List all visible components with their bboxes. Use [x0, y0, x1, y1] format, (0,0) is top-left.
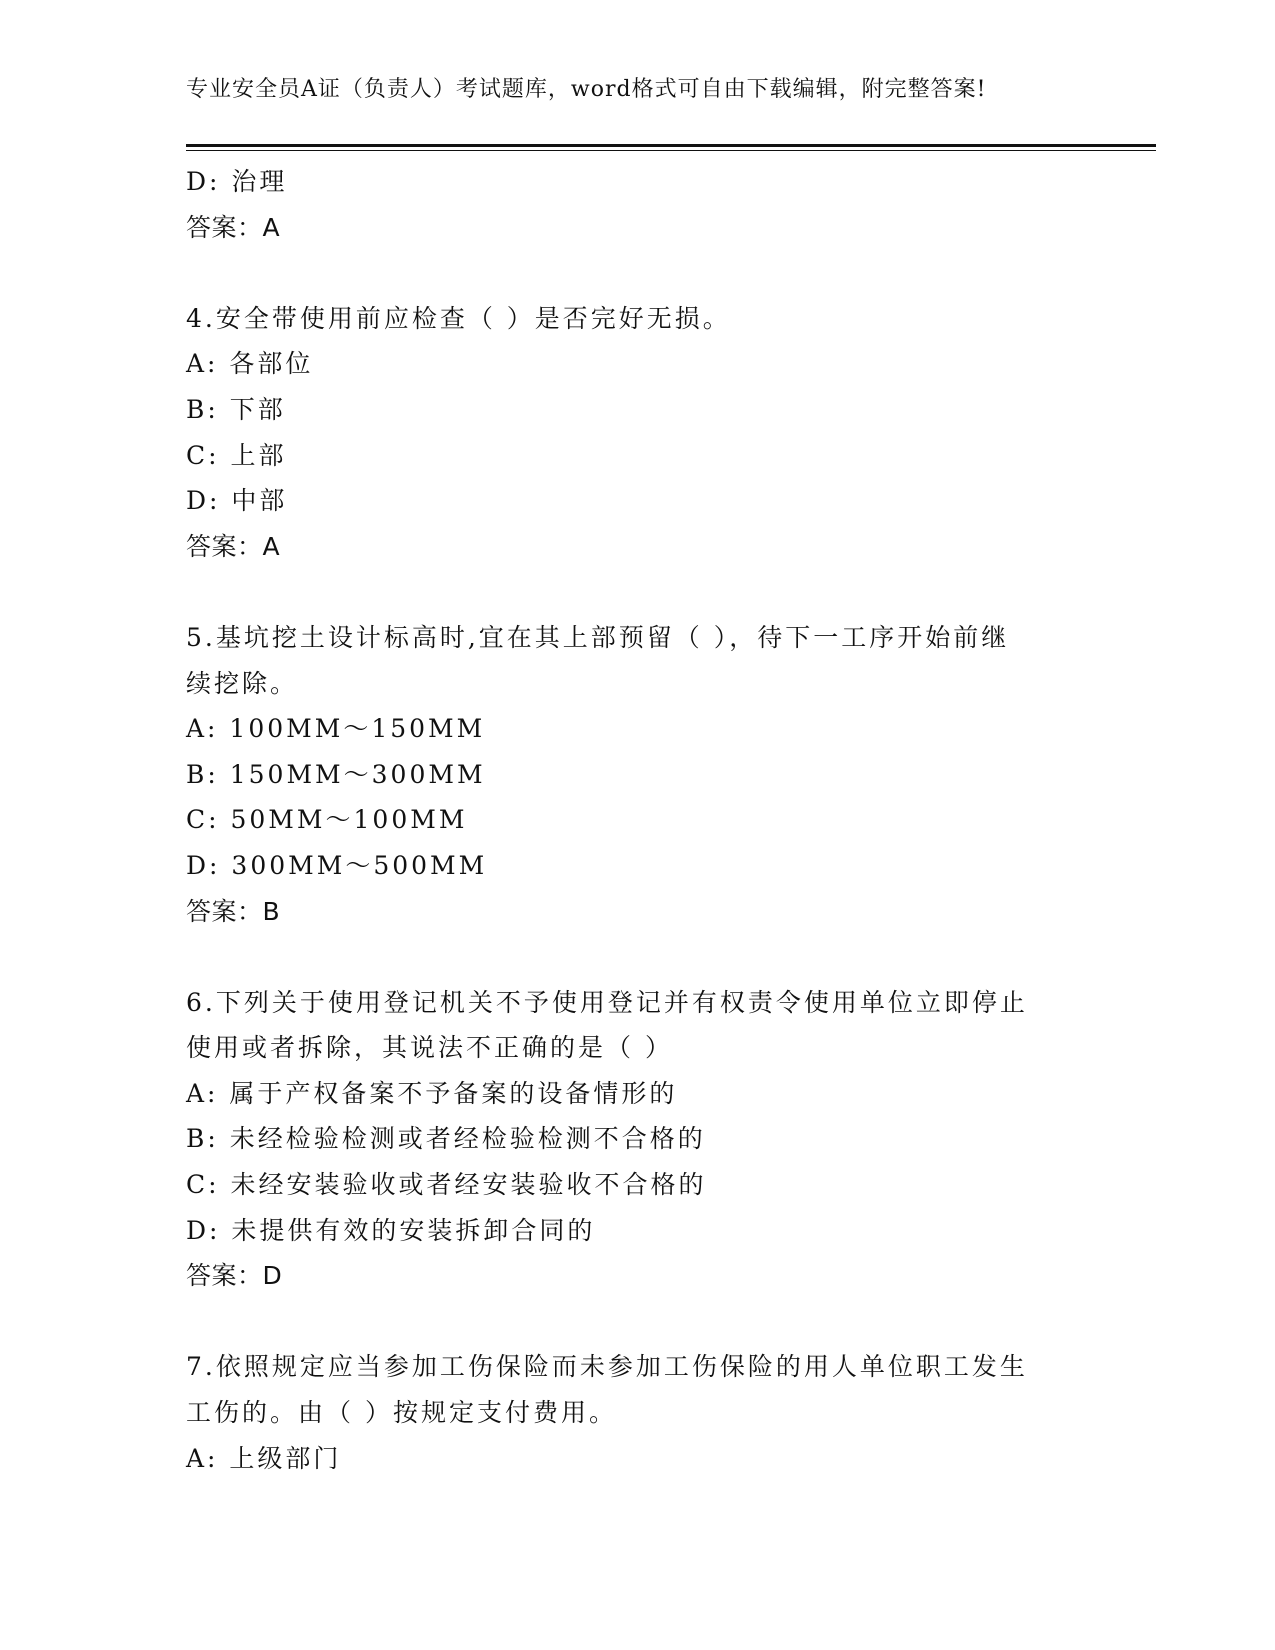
option-b: B: 未经检验检测或者经检验检测不合格的: [186, 1124, 706, 1154]
option-b: B: 下部: [186, 394, 286, 424]
question-text: 5.基坑挖土设计标高时,宜在其上部预留（ ），待下一工序开始前继: [186, 622, 1010, 652]
question-5: [186, 615, 1086, 934]
option-a: A: 100MM～150MM: [186, 714, 486, 744]
answer: 答案：A: [186, 212, 281, 242]
option-b: B: 150MM～300MM: [186, 759, 486, 789]
header-rule-thin: [186, 150, 1156, 151]
option-c: C: 50MM～100MM: [186, 805, 468, 835]
spacer: [186, 569, 1086, 615]
answer: 答案：A: [186, 531, 281, 561]
option-a: A: 上级部门: [186, 1443, 342, 1473]
option-c: C: 未经安装验收或者经安装验收不合格的: [186, 1170, 707, 1200]
option-d: D: 300MM～500MM: [186, 850, 488, 880]
question-text-continued: 续挖除。: [186, 668, 299, 698]
answer: 答案：D: [186, 1261, 283, 1291]
question-7: [186, 1344, 1086, 1481]
question-list: [186, 159, 1086, 1481]
header-rule-thick: [186, 144, 1156, 147]
question-4: [186, 296, 1086, 570]
page-header: 专业安全员A证（负责人）考试题库，word格式可自由下载编辑，附完整答案!: [186, 77, 987, 102]
question-text: 4.安全带使用前应检查（ ）是否完好无损。: [186, 303, 731, 333]
question-text: 7.依照规定应当参加工伤保险而未参加工伤保险的用人单位职工发生: [186, 1352, 1028, 1382]
option-c: C: 上部: [186, 440, 287, 470]
option-d: D: 中部: [186, 486, 288, 516]
question-text-continued: 工伤的。由（ ）按规定支付费用。: [186, 1398, 617, 1428]
spacer: [186, 934, 1086, 980]
option-d: D: 未提供有效的安装拆卸合同的: [186, 1215, 596, 1245]
question-text-continued: 使用或者拆除，其说法不正确的是（ ）: [186, 1033, 673, 1063]
option-d: D: 治理: [186, 167, 288, 196]
spacer: [186, 1299, 1086, 1345]
option-a: A: 属于产权备案不予备案的设备情形的: [186, 1078, 678, 1108]
spacer: [186, 250, 1086, 296]
option-a: A: 各部位: [186, 349, 314, 379]
question-6: [186, 980, 1086, 1299]
question-text: 6.下列关于使用登记机关不予使用登记并有权责令使用单位立即停止: [186, 987, 1028, 1017]
answer: 答案：B: [186, 896, 281, 926]
